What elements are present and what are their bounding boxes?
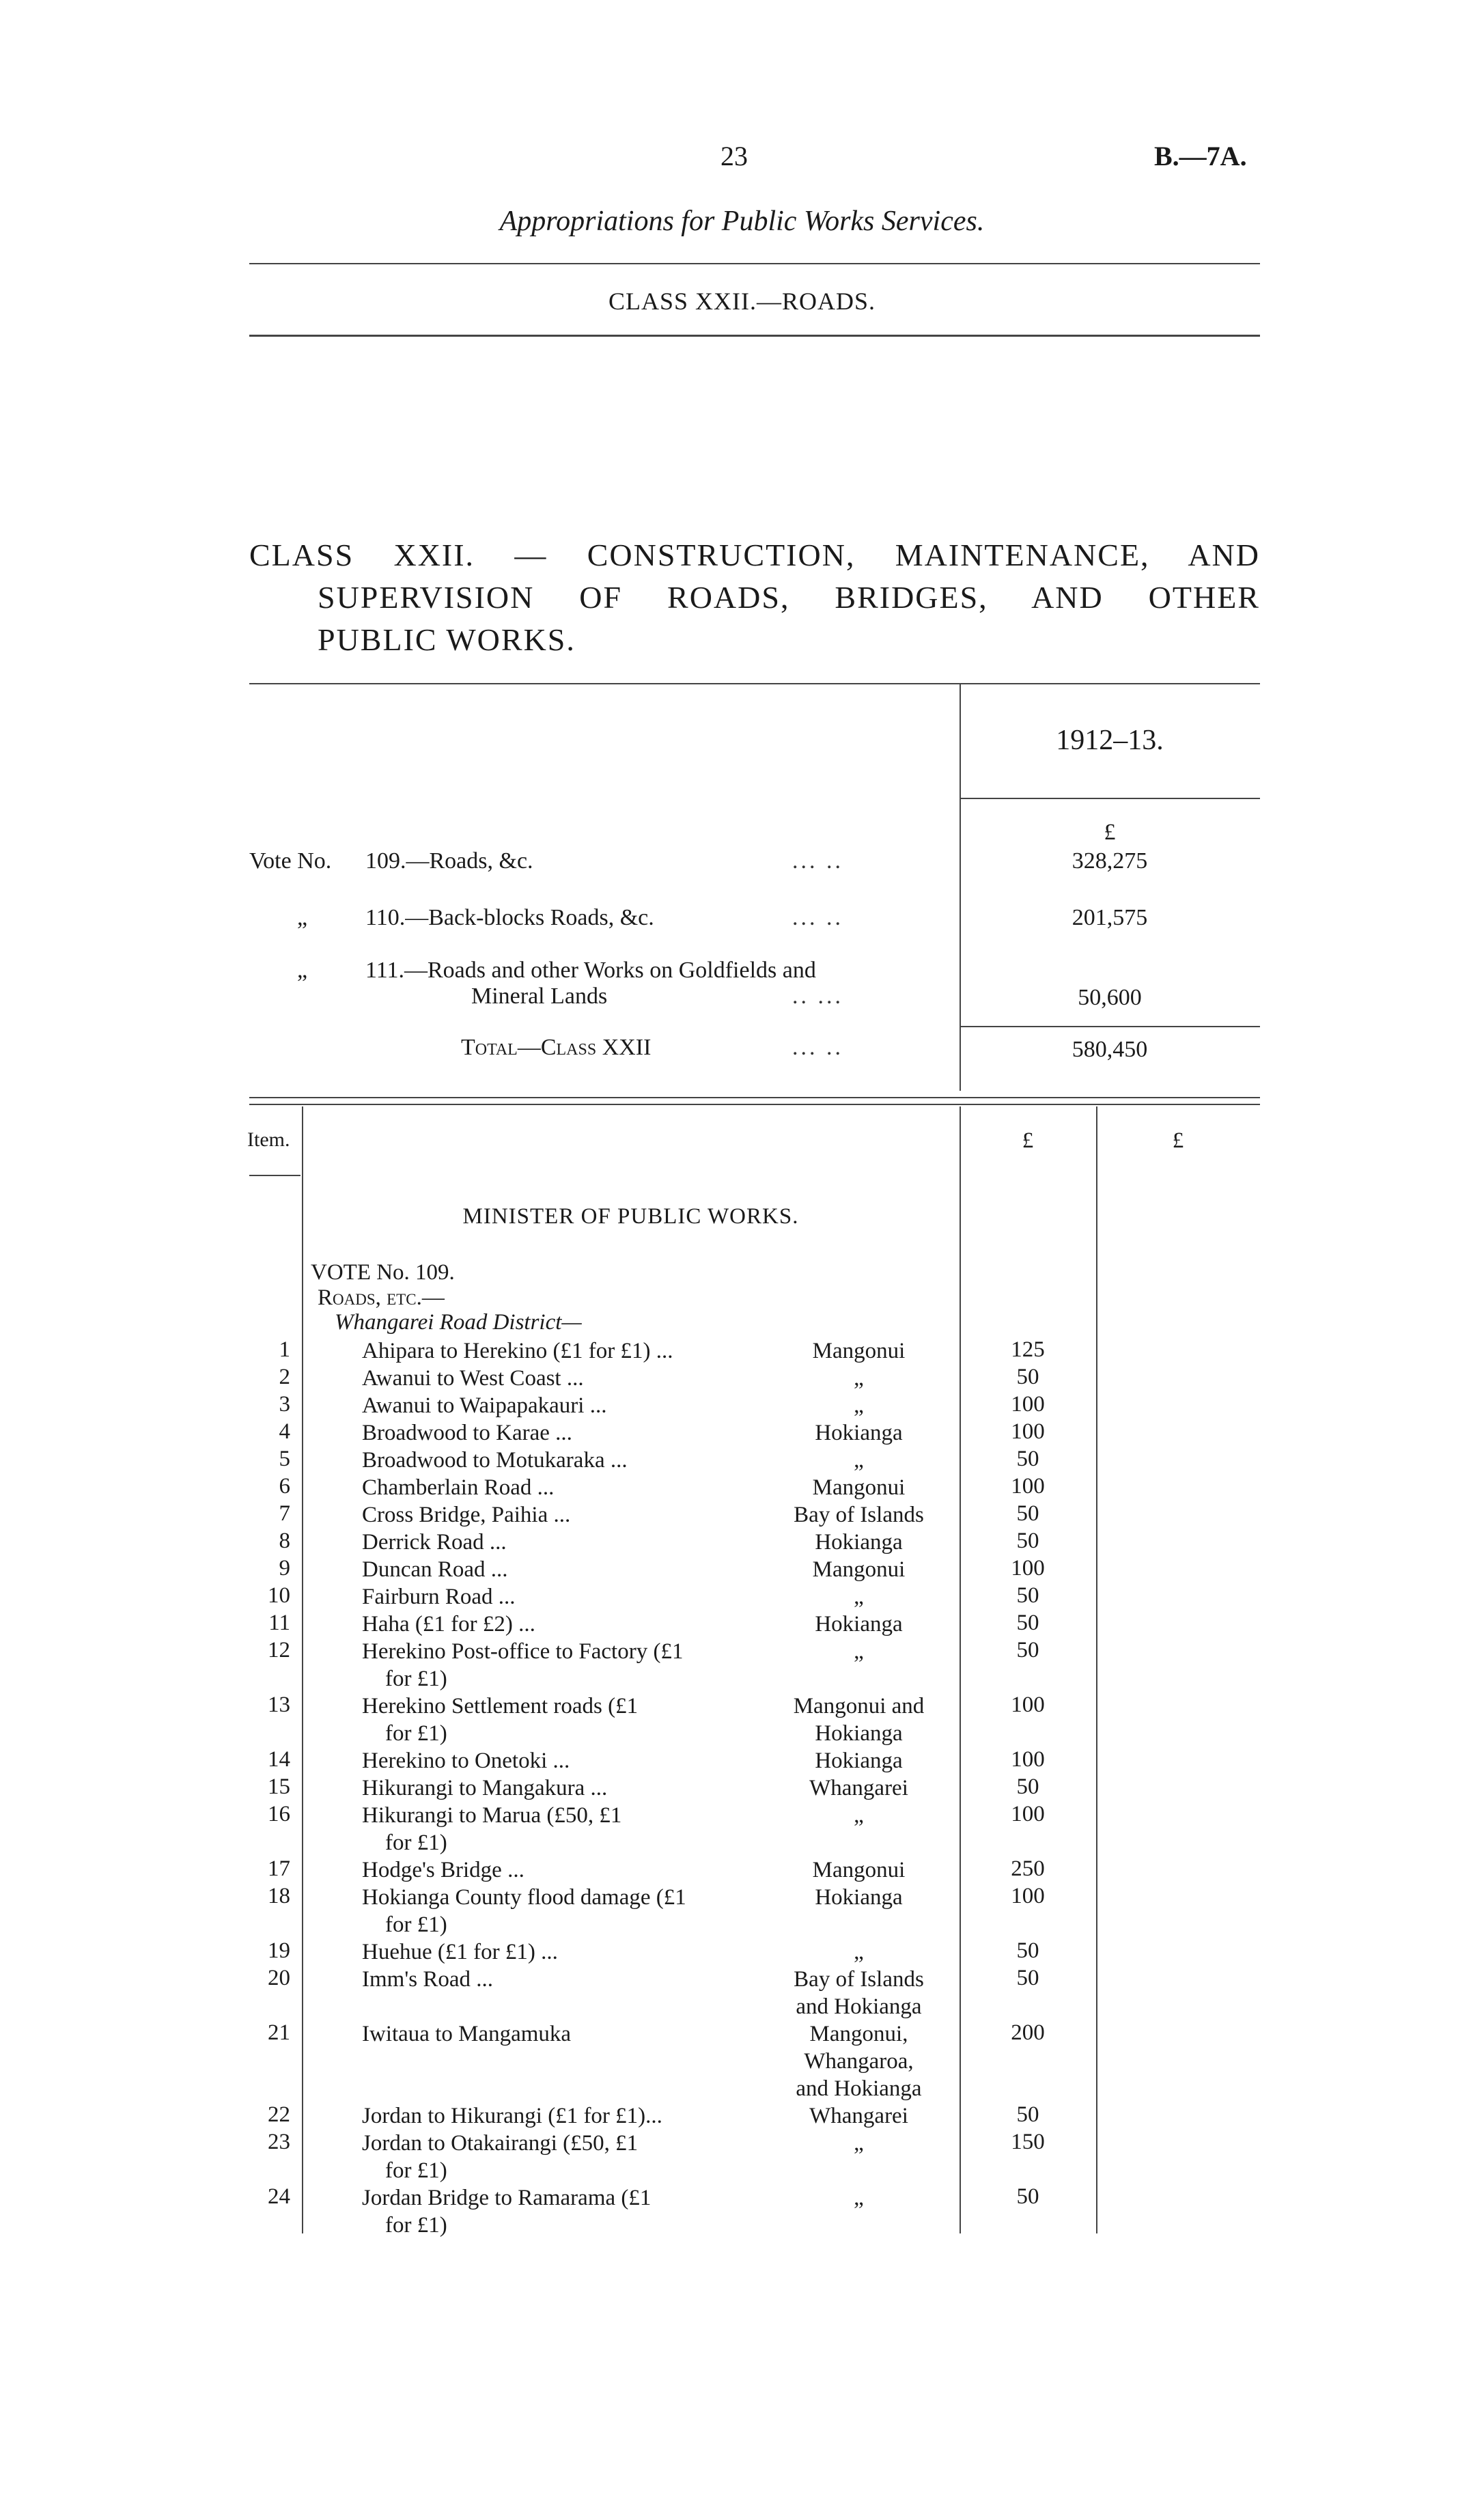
item-number: 19 <box>268 1938 290 1963</box>
item-district <box>758 1583 960 1611</box>
item-number: 18 <box>268 1884 290 1908</box>
item-district <box>758 1884 960 1911</box>
item-description-line: for £1) <box>385 1667 447 1691</box>
summary-row-2-prefix: „ <box>297 905 308 930</box>
item-number: 12 <box>268 1638 290 1662</box>
summary-row-3-label: 111.—Roads and other Works on Goldfields and <box>365 958 816 983</box>
item-number: 15 <box>268 1774 290 1799</box>
summary-row-1-dots: ... .. <box>792 848 843 874</box>
item-number: 3 <box>279 1392 290 1417</box>
summary-rule-bottom-2 <box>249 1104 1260 1105</box>
item-amount: 50 <box>1016 2102 1039 2127</box>
item-amount: 100 <box>1011 1884 1045 1908</box>
summary-currency: £ <box>1104 820 1116 845</box>
item-district-line: Whangaroa, <box>804 2049 914 2074</box>
item-description-line: for £1) <box>385 2158 447 2183</box>
item-number: 21 <box>268 2020 290 2045</box>
item-description-line: Haha (£1 for £2) ... <box>362 1612 535 1637</box>
page-subtitle: Appropriations for Public Works Services. <box>499 206 985 237</box>
item-number: 14 <box>268 1747 290 1772</box>
item-district-line: „ <box>854 2131 864 2156</box>
item-amount: 250 <box>1011 1856 1045 1881</box>
item-description <box>362 1938 792 1966</box>
item-number: 24 <box>268 2184 290 2209</box>
item-amount: 100 <box>1011 1419 1045 1444</box>
item-description-line: Jordan to Otakairangi (£50, £1 <box>362 2131 639 2156</box>
item-district <box>758 2130 960 2157</box>
item-number: 1 <box>279 1337 290 1362</box>
item-header-rule <box>249 1175 300 1176</box>
item-district-line: „ <box>854 1585 864 1609</box>
item-amount: 50 <box>1016 1966 1039 1990</box>
item-district <box>758 1611 960 1638</box>
item-description <box>362 1556 792 1583</box>
page-number: 23 <box>720 141 748 171</box>
item-description <box>362 1856 792 1884</box>
item-number: 7 <box>279 1501 290 1526</box>
item-description <box>362 1583 792 1611</box>
item-district <box>758 1556 960 1583</box>
item-description <box>362 1747 792 1774</box>
items-divider-total <box>1096 1106 1097 2233</box>
item-district <box>758 1392 960 1419</box>
item-district-line: Whangarei <box>809 1776 908 1800</box>
item-description <box>362 1447 792 1474</box>
summary-year-heading: 1912–13. <box>1056 725 1164 756</box>
item-description <box>362 1802 792 1856</box>
item-description <box>362 2102 792 2130</box>
summary-row-2-label: 110.—Back-blocks Roads, &c. <box>365 905 654 930</box>
item-district <box>758 1856 960 1884</box>
item-description-line: Jordan to Hikurangi (£1 for £1)... <box>362 2104 662 2128</box>
item-district-line: „ <box>854 1803 864 1828</box>
item-district-line: Bay of Islands <box>794 1503 924 1527</box>
item-district-line: Mangonui and <box>793 1694 925 1718</box>
item-amount: 50 <box>1016 1583 1039 1608</box>
summary-row-2-dots: ... .. <box>792 905 843 930</box>
item-number: 10 <box>268 1583 290 1608</box>
item-description <box>362 2184 792 2239</box>
item-column-header: Item. <box>247 1128 290 1151</box>
item-amount: 50 <box>1016 1501 1039 1526</box>
item-amount: 50 <box>1016 1365 1039 1389</box>
item-number: 13 <box>268 1693 290 1717</box>
item-district-line: Hokianga <box>815 1749 903 1773</box>
item-description-line: Cross Bridge, Paihia ... <box>362 1503 571 1527</box>
item-district-line: Hokianga <box>815 1612 903 1637</box>
item-district-line: „ <box>854 1366 864 1391</box>
item-amount: 50 <box>1016 2184 1039 2209</box>
item-district-line: Bay of Islands <box>794 1967 924 1992</box>
item-amount: 50 <box>1016 1774 1039 1799</box>
item-description <box>362 1966 792 1993</box>
item-district-line: Hokianga <box>815 1721 903 1746</box>
class-title-line-1: CLASS XXII. — CONSTRUCTION, MAINTENANCE, AND <box>249 538 1260 572</box>
item-description-line: Hikurangi to Mangakura ... <box>362 1776 608 1800</box>
item-description <box>362 1884 792 1938</box>
item-description <box>362 1693 792 1747</box>
summary-row-1-prefix: Vote No. <box>249 848 332 874</box>
item-description-line: for £1) <box>385 2213 447 2238</box>
district-heading: Whangarei Road District— <box>335 1310 582 1335</box>
rule-top <box>249 263 1260 264</box>
summary-rule-bottom-1 <box>249 1097 1260 1098</box>
item-amount: 200 <box>1011 2020 1045 2045</box>
item-description-line: for £1) <box>385 1830 447 1855</box>
item-description-line: Herekino Settlement roads (£1 <box>362 1694 639 1718</box>
item-district <box>758 1802 960 1829</box>
item-number: 20 <box>268 1966 290 1990</box>
item-number: 6 <box>279 1474 290 1499</box>
item-amount: 100 <box>1011 1474 1045 1499</box>
summary-total-amount: 580,450 <box>1072 1037 1148 1062</box>
item-district <box>758 2184 960 2212</box>
item-amount: 100 <box>1011 1802 1045 1826</box>
items-divider-amount <box>960 1106 961 2233</box>
item-district-line: „ <box>854 1448 864 1473</box>
item-district-line: Hokianga <box>815 1885 903 1910</box>
item-description <box>362 1611 792 1638</box>
class-title-line-2: SUPERVISION OF ROADS, BRIDGES, AND OTHER <box>318 580 1260 615</box>
summary-row-2-amount: 201,575 <box>1072 905 1148 930</box>
item-amount: 50 <box>1016 1638 1039 1662</box>
class-title <box>249 534 1260 661</box>
item-number: 23 <box>268 2130 290 2154</box>
item-district <box>758 2102 960 2130</box>
item-district <box>758 1365 960 1392</box>
item-district <box>758 1447 960 1474</box>
total-column-currency: £ <box>1172 1128 1184 1153</box>
item-district <box>758 1501 960 1529</box>
item-description <box>362 1638 792 1693</box>
item-amount: 125 <box>1011 1337 1045 1362</box>
summary-row-1-label: 109.—Roads, &c. <box>365 848 533 874</box>
item-district-line: Hokianga <box>815 1421 903 1445</box>
item-district-line: Mangonui <box>812 1339 906 1363</box>
item-district <box>758 1337 960 1365</box>
item-description-line: Broadwood to Motukaraka ... <box>362 1448 628 1473</box>
item-number: 16 <box>268 1802 290 1826</box>
summary-row-3-amount: 50,600 <box>1078 985 1142 1010</box>
summary-total-label: Total—Class XXII <box>461 1035 652 1060</box>
item-district-line: and Hokianga <box>796 1994 922 2019</box>
item-district-line: „ <box>854 1393 864 1418</box>
item-description-line: Huehue (£1 for £1) ... <box>362 1940 558 1964</box>
summary-year-rule <box>960 798 1260 799</box>
summary-row-3-dots: .. ... <box>792 984 843 1009</box>
item-description-line: Awanui to Waipapakauri ... <box>362 1393 607 1418</box>
item-district-line: Whangarei <box>809 2104 908 2128</box>
item-description <box>362 1774 792 1802</box>
item-amount: 50 <box>1016 1447 1039 1471</box>
item-description-line: Iwitaua to Mangamuka <box>362 2022 572 2046</box>
summary-total-rule <box>960 1026 1260 1027</box>
item-amount: 50 <box>1016 1529 1039 1553</box>
item-description-line: Ahipara to Herekino (£1 for £1) ... <box>362 1339 673 1363</box>
item-amount: 50 <box>1016 1938 1039 1963</box>
item-district <box>758 1966 960 2020</box>
item-description-line: Awanui to West Coast ... <box>362 1366 584 1391</box>
vote-heading: VOTE No. 109. <box>311 1260 455 1285</box>
class-heading: CLASS XXII.—ROADS. <box>608 288 876 315</box>
item-description-line: Jordan Bridge to Ramarama (£1 <box>362 2186 652 2210</box>
item-district <box>758 1638 960 1665</box>
item-district <box>758 2020 960 2102</box>
item-description-line: Herekino Post-office to Factory (£1 <box>362 1639 684 1664</box>
item-district-line: Hokianga <box>815 1530 903 1555</box>
item-description-line: Fairburn Road ... <box>362 1585 516 1609</box>
item-district-line: and Hokianga <box>796 2076 922 2101</box>
item-district-line: „ <box>854 2186 864 2210</box>
item-number: 22 <box>268 2102 290 2127</box>
class-title-line-3: PUBLIC WORKS. <box>318 622 576 657</box>
item-district <box>758 1474 960 1501</box>
item-district-line: Mangonui <box>812 1475 906 1500</box>
item-district <box>758 1938 960 1966</box>
items-divider-item <box>302 1106 303 2233</box>
item-description-line: Hokianga County flood damage (£1 <box>362 1885 686 1910</box>
item-district-line: „ <box>854 1940 864 1964</box>
item-description-line: Duncan Road ... <box>362 1557 508 1582</box>
item-district <box>758 1693 960 1747</box>
item-district-line: Mangonui <box>812 1557 906 1582</box>
item-district <box>758 1747 960 1774</box>
summary-total-dots: ... .. <box>792 1035 843 1060</box>
item-number: 5 <box>279 1447 290 1471</box>
summary-rule-top <box>249 683 1260 684</box>
item-description-line: Herekino to Onetoki ... <box>362 1749 570 1773</box>
item-amount: 50 <box>1016 1611 1039 1635</box>
amount-column-currency: £ <box>1022 1128 1034 1153</box>
item-amount: 150 <box>1011 2130 1045 2154</box>
item-number: 9 <box>279 1556 290 1580</box>
summary-row-1-amount: 328,275 <box>1072 848 1148 874</box>
item-amount: 100 <box>1011 1747 1045 1772</box>
item-district-line: „ <box>854 1639 864 1664</box>
item-district <box>758 1419 960 1447</box>
item-description-line: for £1) <box>385 1912 447 1937</box>
section-heading: Roads, etc.— <box>318 1285 445 1310</box>
item-district <box>758 1529 960 1556</box>
item-description <box>362 1501 792 1529</box>
item-description <box>362 1419 792 1447</box>
item-number: 2 <box>279 1365 290 1389</box>
item-description-line: Derrick Road ... <box>362 1530 507 1555</box>
item-description-line: Hikurangi to Marua (£50, £1 <box>362 1803 622 1828</box>
item-description <box>362 2130 792 2184</box>
item-description <box>362 1337 792 1365</box>
summary-row-3-prefix: „ <box>297 958 308 983</box>
minister-heading: MINISTER OF PUBLIC WORKS. <box>462 1204 799 1229</box>
item-description-line: Imm's Road ... <box>362 1967 494 1992</box>
item-description <box>362 2020 792 2048</box>
item-district-line: Mangonui <box>812 1858 906 1882</box>
item-description <box>362 1392 792 1419</box>
item-description-line: for £1) <box>385 1721 447 1746</box>
item-district <box>758 1774 960 1802</box>
document-reference: B.—7A. <box>1154 141 1247 171</box>
item-district-line: Mangonui, <box>809 2022 908 2046</box>
item-description-line: Broadwood to Karae ... <box>362 1421 572 1445</box>
item-amount: 100 <box>1011 1556 1045 1580</box>
rule-under-heading <box>249 335 1260 337</box>
item-description-line: Chamberlain Road ... <box>362 1475 555 1500</box>
item-description <box>362 1365 792 1392</box>
item-amount: 100 <box>1011 1392 1045 1417</box>
item-description <box>362 1474 792 1501</box>
item-number: 11 <box>268 1611 290 1635</box>
summary-row-3-label-cont: Mineral Lands <box>471 984 608 1009</box>
item-amount: 100 <box>1011 1693 1045 1717</box>
item-description <box>362 1529 792 1556</box>
item-description-line: Hodge's Bridge ... <box>362 1858 524 1882</box>
item-number: 17 <box>268 1856 290 1881</box>
item-number: 4 <box>279 1419 290 1444</box>
item-number: 8 <box>279 1529 290 1553</box>
